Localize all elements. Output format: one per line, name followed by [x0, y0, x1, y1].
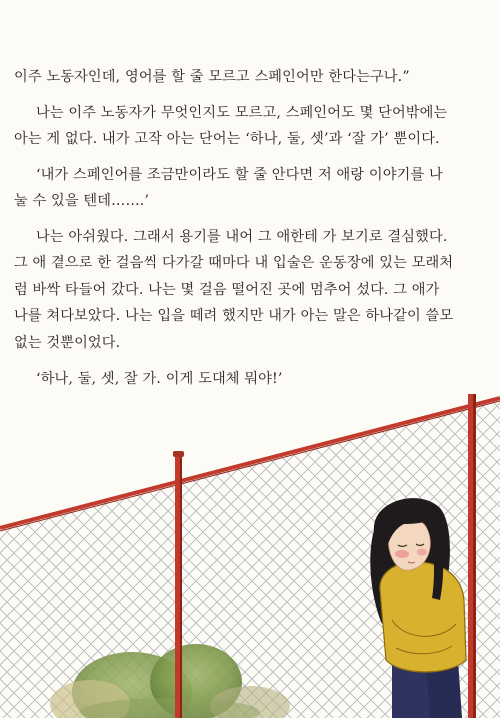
- text-line-2: 나는 이주 노동자가 무엇인지도 모르고, 스페인어도 몇 단어밖에는: [36, 105, 448, 121]
- text-line-1: 이주 노동자인데, 영어를 할 줄 모르고 스페인어만 한다는구나.”: [14, 69, 410, 85]
- text-line-4: ‘내가 스페인어를 조금만이라도 할 줄 안다면 저 애랑 이야기를 나: [36, 167, 443, 183]
- text-line-11: ‘하나, 둘, 셋, 잘 가. 이게 도대체 뭐야!’: [36, 371, 283, 387]
- text-line-10: 없는 것뿐이었다.: [14, 335, 121, 351]
- text-line-6: 나는 아쉬웠다. 그래서 용기를 내어 그 애한테 가 보기로 결심했다.: [36, 229, 448, 245]
- text-line-8: 럼 바싹 타들어 갔다. 나는 몇 걸음 떨어진 곳에 멈추어 섰다. 그 애가: [14, 282, 440, 298]
- text-line-3: 아는 게 없다. 내가 고작 아는 단어는 ‘하나, 둘, 셋’과 ‘잘 가’ 뿐이다.: [14, 131, 440, 147]
- text-line-5: 눌 수 있을 텐데…….’: [14, 193, 150, 209]
- text-line-9: 나를 쳐다보았다. 나는 입을 떼려 했지만 내가 아는 말은 하나같이 쓸모: [14, 308, 454, 324]
- text-line-7: 그 애 곁으로 한 걸음씩 다가갈 때마다 내 입술은 운동장에 있는 모래처: [14, 255, 454, 271]
